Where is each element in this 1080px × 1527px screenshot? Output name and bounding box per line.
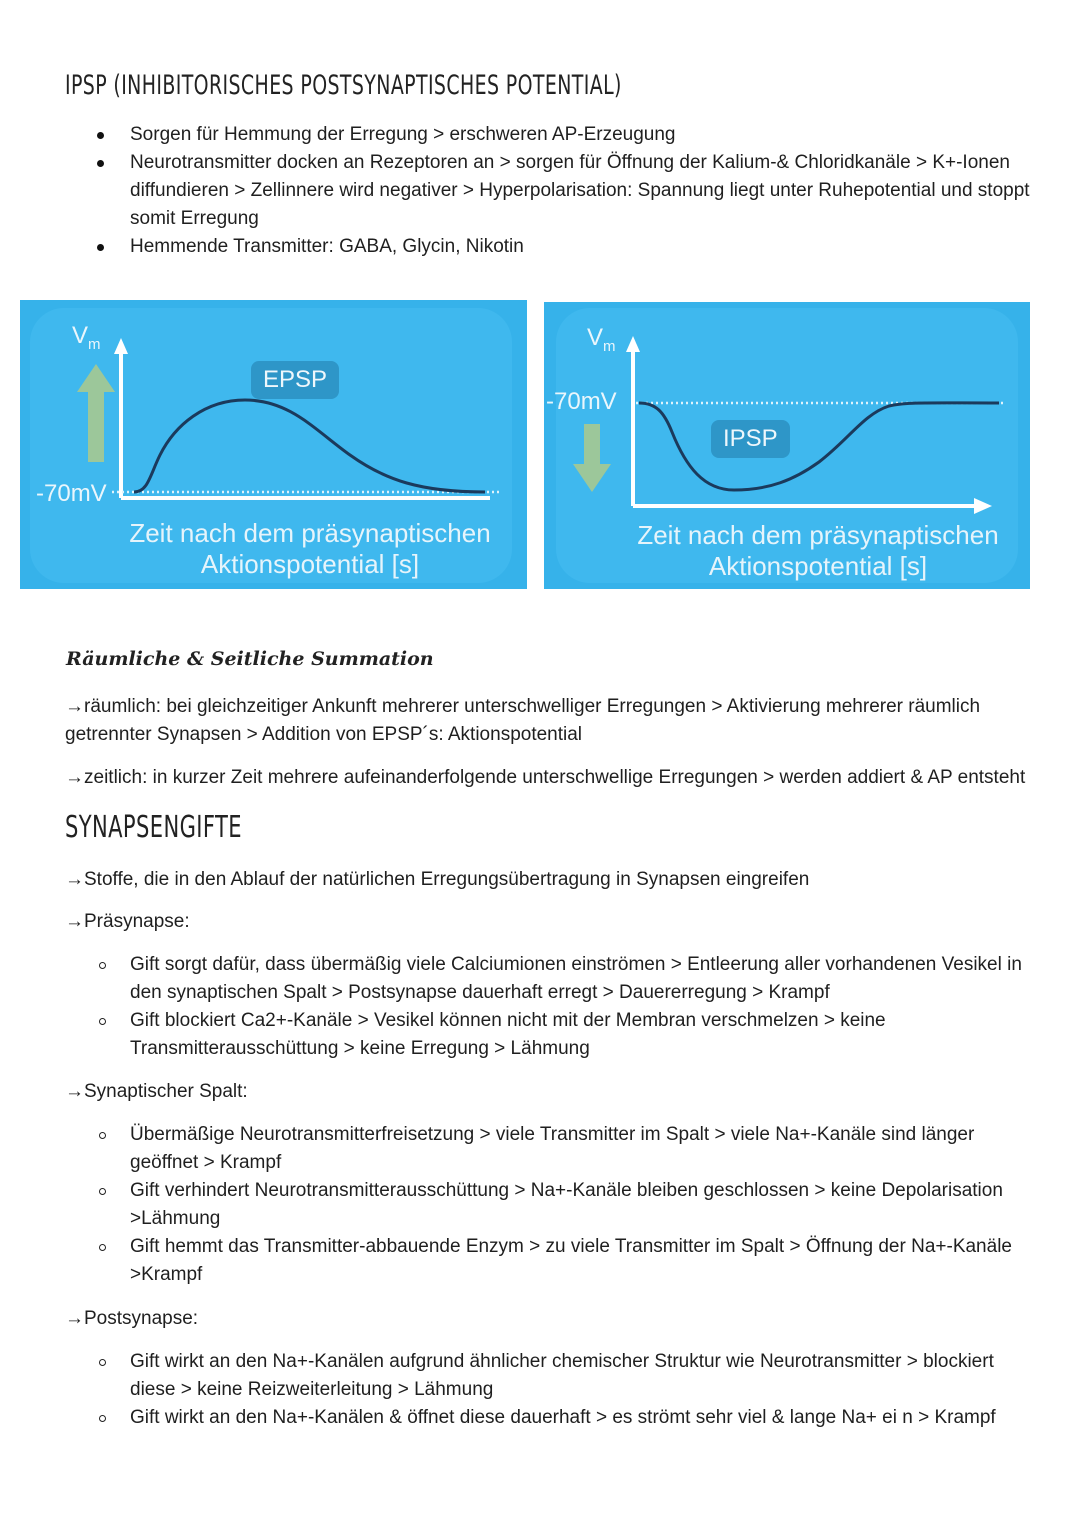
bullet-dot-icon — [97, 244, 104, 251]
bullet-text: Gift blockiert Ca2+-Kanäle > Vesikel können nicht mit der Membran verschmelzen > keine Transmitterausschüttung > keine Erregung > Lähmung — [130, 1010, 886, 1059]
y-axis-label: $V_m$ — [72, 322, 101, 353]
praesynapse-list — [130, 951, 1025, 1063]
bullet-text: Gift wirkt an den Na+-Kanälen & öffnet diese dauerhaft > es strömt sehr viel & lange Na+ ei n > Krampf — [130, 1407, 996, 1428]
bullet-circle-icon — [99, 1359, 106, 1366]
praesynapse-label: →Präsynapse: — [65, 911, 190, 932]
x-axis-label-line2: Aktionspotential [s] — [200, 549, 420, 579]
bullet-text: Gift verhindert Neurotransmitterausschüttung > Na+-Kanäle bleiben geschlossen > keine Depolarisation >Lähmung — [130, 1180, 1003, 1229]
list-item — [130, 1233, 1015, 1289]
bullet-circle-icon — [99, 1244, 106, 1251]
list-item — [130, 951, 1025, 1007]
temporal-summation-text: →zeitlich: in kurzer Zeit mehrere aufeinanderfolgende unterschwellige Erregungen > werden addiert & AP entsteht — [65, 767, 1026, 788]
bullet-circle-icon — [99, 1132, 106, 1139]
epsp-curve — [134, 400, 485, 492]
x-axis-label-line1: Zeit nach dem präsynaptischen — [637, 520, 999, 550]
ipsp-tag: IPSP — [711, 420, 790, 458]
summation-heading: Räumliche & Seitliche Summation — [66, 648, 434, 670]
list-item — [130, 1121, 1015, 1177]
list-item — [130, 149, 1030, 233]
down-arrow-icon — [573, 424, 611, 492]
list-item — [130, 233, 1030, 261]
list-item — [130, 121, 1030, 149]
y-axis-label: $V_m$ — [587, 324, 616, 355]
bullet-text: Neurotransmitter docken an Rezeptoren an > sorgen für Öffnung der Kalium-& Chloridkanäle > K+-Ionen diffundieren > Zellinnere wird negativer > Hyperpolarisation: Spannung liegt unter Ruhepotential und stoppt somit Erregung — [130, 152, 1030, 229]
epsp-tag: EPSP — [251, 361, 339, 399]
list-item — [130, 1177, 1015, 1233]
bullet-text: Hemmende Transmitter: GABA, Glycin, Nikotin — [130, 236, 524, 257]
bullet-text: Gift sorgt dafür, dass übermäßig viele Calciumionen einströmen > Entleerung aller vorhandenen Vesikel in den synaptischen Spalt > Postsynapse dauerhaft erregt > Dauererregung > Krampf — [130, 954, 1022, 1003]
synapsengifte-intro: →Stoffe, die in den Ablauf der natürlichen Erregungsübertragung in Synapsen eingreifen — [65, 869, 810, 890]
bullet-circle-icon — [99, 1018, 106, 1025]
ipsp-heading: IPSP (INHIBITORISCHES POSTSYNAPTISCHES POTENTIAL) — [65, 70, 622, 101]
list-item — [130, 1007, 1025, 1063]
resting-potential-label: -70mV — [36, 480, 107, 507]
bullet-circle-icon — [99, 1188, 106, 1195]
bullet-circle-icon — [99, 962, 106, 969]
bullet-dot-icon — [97, 160, 104, 167]
bullet-circle-icon — [99, 1415, 106, 1422]
up-arrow-icon — [77, 364, 115, 462]
spalt-list — [130, 1121, 1015, 1289]
list-item — [130, 1348, 1015, 1404]
synapsengifte-heading: SYNAPSENGIFTE — [65, 810, 242, 845]
x-axis-label-line1: Zeit nach dem präsynaptischen — [129, 518, 491, 548]
ipsp-bullet-list — [130, 121, 1030, 261]
epsp-diagram — [20, 300, 527, 589]
ipsp-diagram — [544, 302, 1030, 589]
bullet-text: Übermäßige Neurotransmitterfreisetzung > viele Transmitter im Spalt > viele Na+-Kanäle sind länger geöffnet > Krampf — [130, 1124, 975, 1173]
list-item — [130, 1404, 1015, 1432]
resting-potential-label: -70mV — [546, 388, 617, 415]
x-axis-label-line2: Aktionspotential [s] — [708, 551, 928, 581]
spatial-summation-text: →räumlich: bei gleichzeitiger Ankunft mehrerer unterschwelliger Erregungen > Aktivierung mehrerer räumlich getrennter Synapsen > Addition von EPSP´s: Aktionspotential — [65, 696, 981, 745]
ipsp-curve — [639, 403, 999, 490]
postsynapse-list — [130, 1348, 1015, 1432]
postsynapse-label: →Postsynapse: — [65, 1308, 199, 1329]
bullet-dot-icon — [97, 132, 104, 139]
bullet-text: Gift wirkt an den Na+-Kanälen aufgrund ähnlicher chemischer Struktur wie Neurotransmitter > blockiert diese > keine Reizweiterleitung > Lähmung — [130, 1351, 994, 1400]
bullet-text: Gift hemmt das Transmitter-abbauende Enzym > zu viele Transmitter im Spalt > Öffnung der Na+-Kanäle >Krampf — [130, 1236, 1012, 1285]
synaptischer-spalt-label: →Synaptischer Spalt: — [65, 1081, 248, 1102]
bullet-text: Sorgen für Hemmung der Erregung > erschweren AP-Erzeugung — [130, 124, 676, 145]
